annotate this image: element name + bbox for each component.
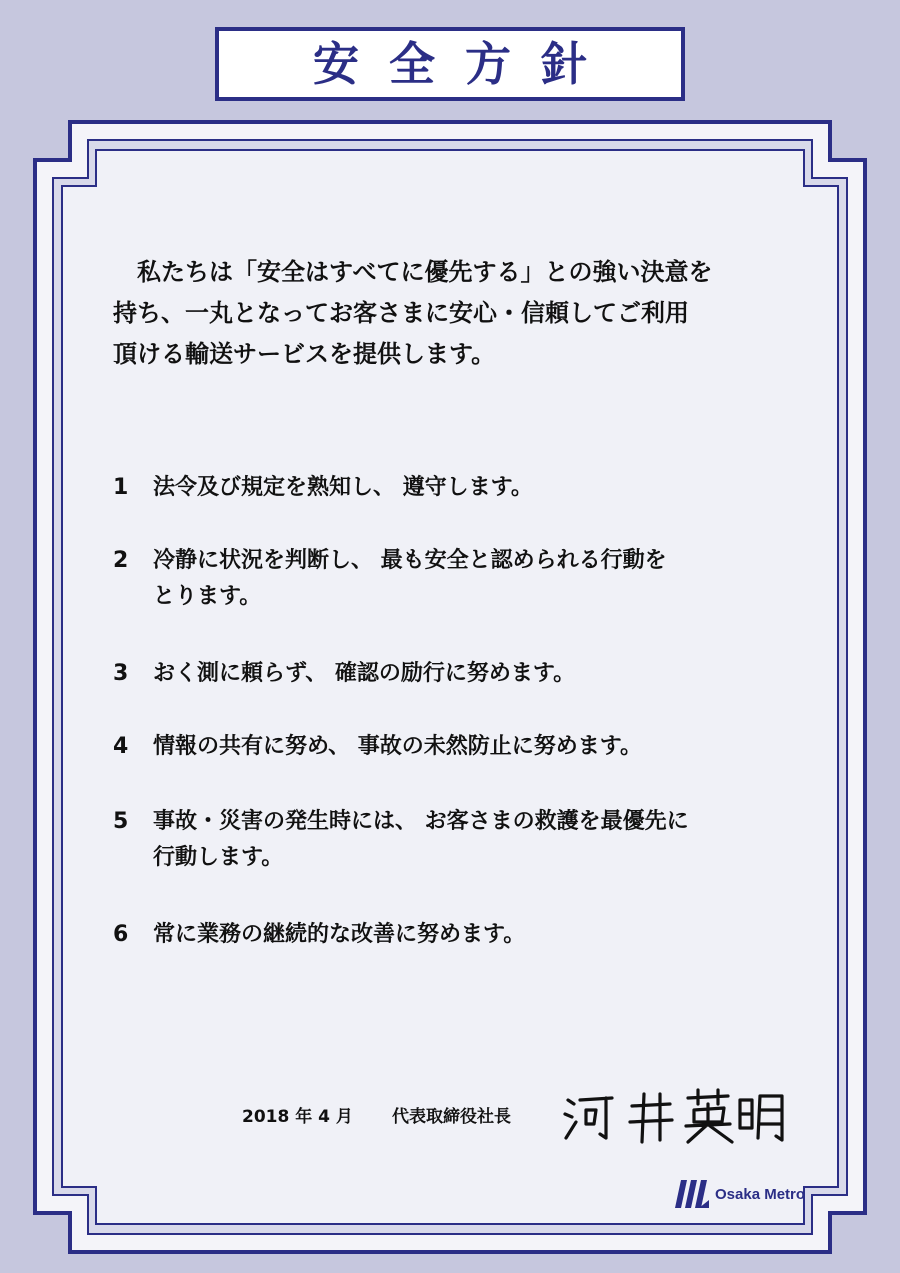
item-text — [153, 656, 575, 692]
intro-line: 頂ける輸送サービスを提供します。 — [113, 340, 496, 368]
company-logo — [673, 1178, 805, 1210]
item-number: 4 — [113, 734, 129, 759]
item-number: 3 — [113, 661, 129, 686]
signatory-position: 代表取締役社長 — [392, 1107, 511, 1127]
item-text — [153, 729, 642, 765]
item-text — [153, 804, 689, 876]
item-text — [153, 470, 533, 506]
item-number: 2 — [113, 548, 129, 573]
intro-line: 私たちは「安全はすべてに優先する」との強い決意を — [113, 258, 713, 286]
item-line: 行動します。 — [153, 845, 284, 870]
item-line: 事故・災害の発生時には、 お客さまの救護を最優先に — [153, 809, 689, 834]
item-line: とります。 — [153, 584, 262, 609]
intro-line: 持ち、一丸となってお客さまに安心・信頼してご利用 — [113, 299, 689, 327]
item-line: 情報の共有に努め、 事故の未然防止に努めます。 — [153, 734, 643, 759]
item-line: 法令及び規定を熟知し、 遵守します。 — [153, 475, 533, 500]
item-line: 冷静に状況を判断し、 最も安全と認められる行動を — [153, 548, 667, 573]
handwritten-signature — [560, 1088, 790, 1146]
item-number: 6 — [113, 922, 129, 947]
intro-paragraph — [113, 252, 813, 375]
signature-date: 2018 年 4 月 — [242, 1107, 353, 1127]
item-number: 1 — [113, 475, 129, 500]
item-text — [153, 917, 525, 953]
page-title: 安全方針 — [313, 37, 617, 91]
logo-text: Osaka Metro — [715, 1185, 806, 1203]
item-line: おく測に頼らず、 確認の励行に努めます。 — [153, 661, 576, 686]
item-line: 常に業務の継続的な改善に努めます。 — [153, 922, 526, 947]
metro-logo-icon — [673, 1178, 711, 1210]
item-text — [153, 543, 667, 615]
item-number: 5 — [113, 809, 129, 834]
